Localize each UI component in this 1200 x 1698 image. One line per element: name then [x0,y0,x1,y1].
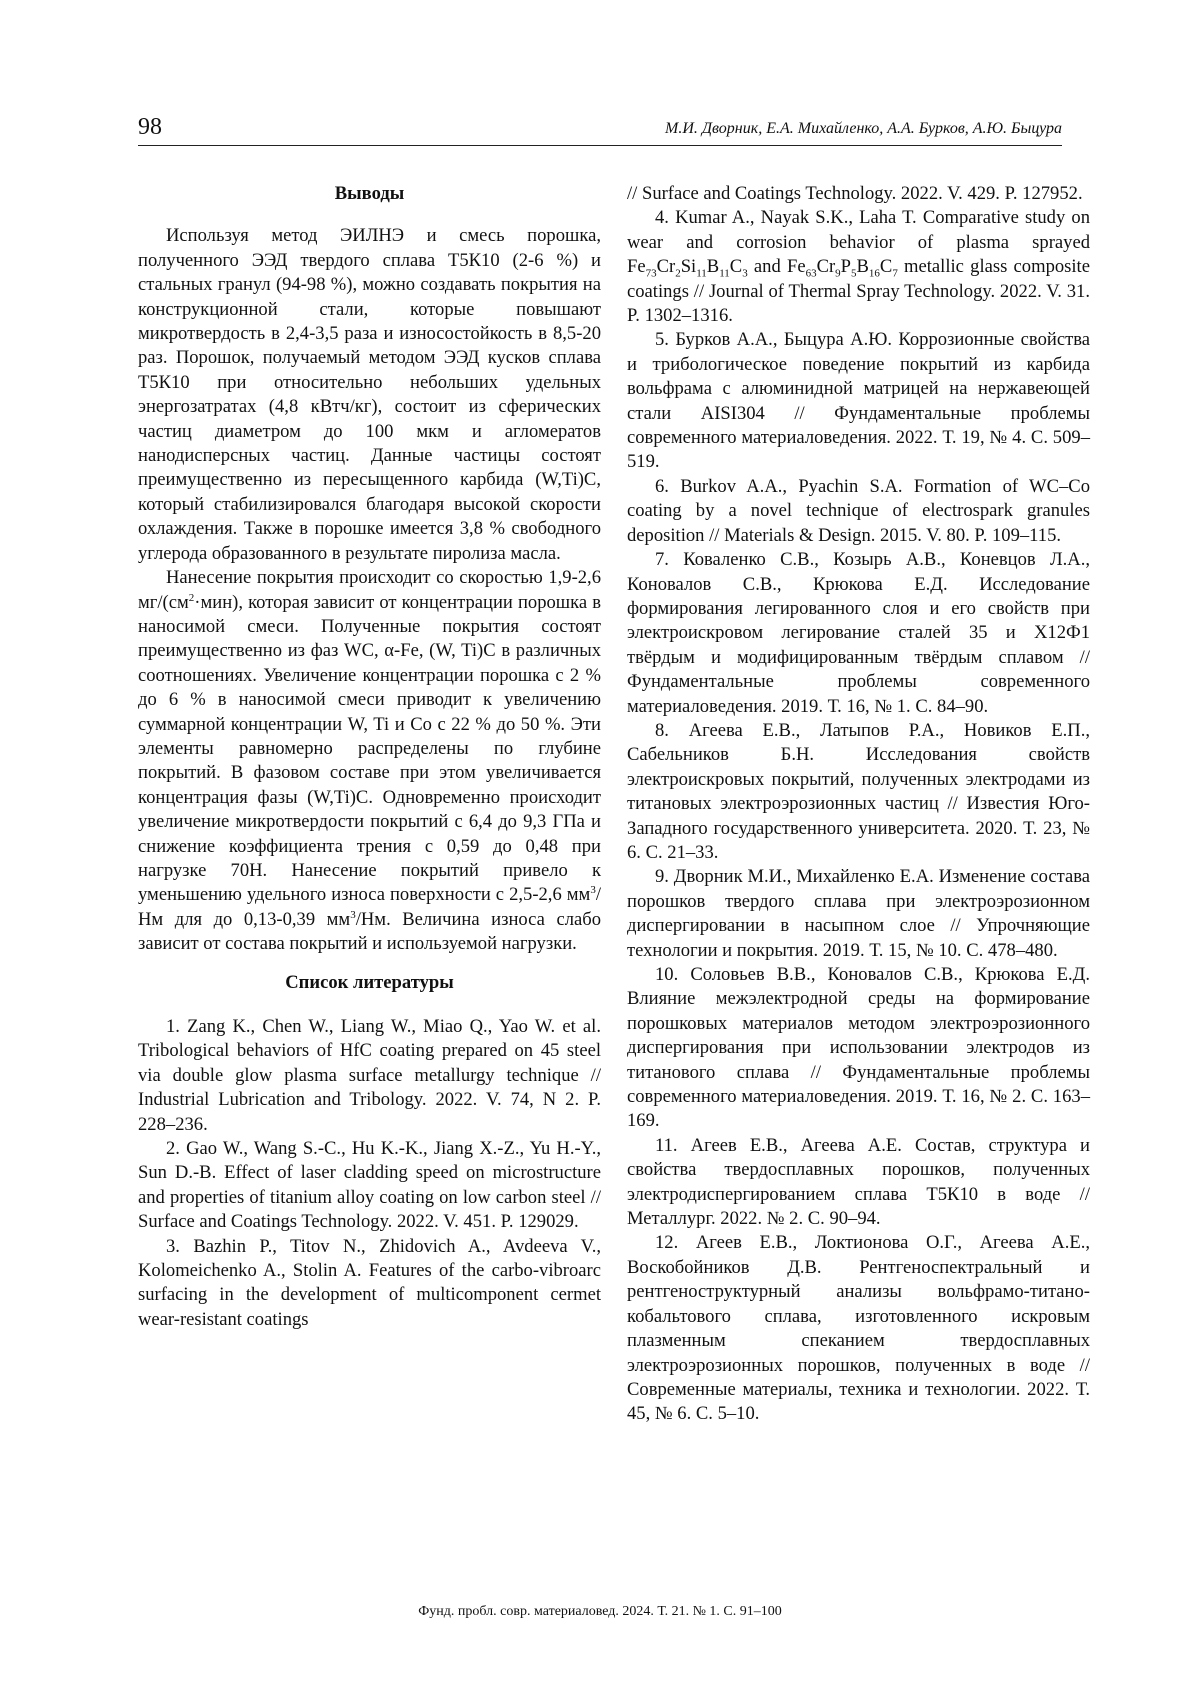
reference-2: 2. Gao W., Wang S.-C., Hu K.-K., Jiang X.-Z., Yu H.-Y., Sun D.-B. Effect of laser cladding speed on microstructure and properties of titanium alloy coating on low carbon steel // Surface and Coatings Technology. 2022. V. 451. P. 129029. [138,1138,601,1233]
reference-6: 6. Burkov A.A., Pyachin S.A. Formation of WC–Co coating by a novel technique of electrospark granules deposition // Materials & Design. 2015. V. 80. P. 109–115. [627,475,1090,546]
reference-12: 12. Агеев Е.В., Локтионова О.Г., Агеева А.Е., Воскобойников Д.В. Рентгеноспектральный и рентгеноструктурный анализы вольфрамо-титано-кобальтового сплава, изготовленного искровым плазменным спеканием твердосплавных электроэрозионных порошков, полученных в воде // Современные материалы, техника и технологии. 2022. Т. 45, № 6. С. 5–10. [627,1232,1090,1425]
left-column [138,182,601,1332]
reference-8: 8. Агеева Е.В., Латыпов Р.А., Новиков Е.П., Сабельников Б.Н. Исследования свойств электроискровых покрытий, полученных электродами из титановых электроэрозионных частиц // Известия Юго-Западного государственного университета. 2020. Т. 23, № 6. С. 21–33. [627,719,1090,863]
conclusions-paragraph-1: Используя метод ЭИЛНЭ и смесь порошка, полученного ЭЭД твердого сплава Т5К10 (2-6 %) и стальных гранул (94-98 %), можно создавать покрытия на конструкционной стали, которые повышают микротвердость в 2,4-3,5 раза и износостойкость в 8,5-20 раз. Порошок, получаемый методом ЭЭД кусков сплава Т5К10 при относительно небольших удельных энергозатратах (4,8 кВтч/кг), состоит из сферических частиц диаметром до 100 мкм и агломератов нанодисперсных частиц. Данные частицы состоят преимущественно из пересыщенного карбида (W,Ti)C, который стабилизировался благодаря высокой скорости охлаждения. Также в порошке имеется 3,8 % свободного углерода образованного в результате пиролиза масла. [138,225,601,564]
reference-4: 4. Kumar A., Nayak S.K., Laha T. Comparative study on wear and corrosion behavior of plasma sprayed $Fe_{73}Cr_2Si_{11}B_{11}C_3$ and $Fe_{63}Cr_9P_5B_{16}C_7$ metallic glass composite coatings // Journal of Thermal Spray Technology. 2022. V. 31. P. 1302–1316. [627,207,1090,327]
reference-11: 11. Агеев Е.В., Агеева А.Е. Состав, структура и свойства твердосплавных порошков, полученных электродиспергированием сплава Т5К10 в воде // Металлург. 2022. № 2. С. 90–94. [627,1134,1090,1230]
page-number: 98 [138,114,162,140]
conclusions-paragraph-2: Нанесение покрытия происходит со скоростью 1,9-2,6 $мг/(см^2\cdot мин)$, которая зависит от концентрации порошка в наносимой смеси. Полученные покрытия состоят преимущественно из фаз WC, α-Fe, (W, Ti)C в различных соотношениях. Увеличение концентрации порошка с 2 % до 6 % в наносимой смеси приводит к увеличению суммарной концентрации W, Ti и Co с 22 % до 50 %. Эти элементы равномерно распределены по глубине покрытий. В фазовом составе при этом увеличивается концентрация фазы (W,Ti)C. Одновременно происходит увеличение микротвердости покрытий с 6,4 до 9,3 ГПа и снижение коэффициента трения с 0,59 до 0,48 при нагрузке 70Н. Нанесение покрытий привело к уменьшению удельного износа поверхности с 2,5-2,6 $мм^3/Нм$ для до 0,13-0,39 $мм^3/Нм$. Величина износа слабо зависит от состава покрытий и используемой нагрузки. [138,567,601,955]
reference-9: 9. Дворник М.И., Михайленко Е.А. Изменение состава порошков твердого сплава при электроэрозионном диспергировании в насыпном слое // Упрочняющие технологии и покрытия. 2019. Т. 15, № 10. С. 478–480. [627,866,1090,961]
reference-5: 5. Бурков А.А., Быцура А.Ю. Коррозионные свойства и трибологическое поведение покрытий из карбида вольфрама с алюминидной матрицей на нержавеющей стали AISI304 // Фундаментальные проблемы современного материаловедения. 2022. Т. 19, № 4. С. 509–519. [627,329,1090,473]
right-column [627,182,1090,1427]
reference-3: 3. Bazhin P., Titov N., Zhidovich A., Avdeeva V., Kolomeichenko A., Stolin A. Features of the carbo-vibroarc surfacing in the development of multicomponent cermet wear-resistant coatings [138,1235,601,1330]
journal-footer: Фунд. пробл. совр. материаловед. 2024. Т. 21. № 1. С. 91–100 [418,1604,782,1619]
page-header [138,112,1062,146]
references-heading: Список литературы [285,971,454,993]
running-head-authors: М.И. Дворник, Е.А. Михайленко, А.А. Бурков, А.Ю. Быцура [664,120,1062,137]
header-rule [138,145,1062,146]
conclusions-heading: Выводы [334,183,405,204]
reference-10: 10. Соловьев В.В., Коновалов С.В., Крюкова Е.Д. Влияние межэлектродной среды на формирование порошковых материалов методом электроэрозионного диспергирования при использовании электродов из титанового сплава // Фундаментальные проблемы современного материаловедения. 2019. Т. 16, № 2. С. 163–169. [627,964,1090,1132]
reference-3-continued: // Surface and Coatings Technology. 2022. V. 429. P. 127952. [627,183,1083,204]
reference-1: 1. Zang K., Chen W., Liang W., Miao Q., Yao W. et al. Tribological behaviors of HfC coating prepared on 45 steel via double glow plasma surface metallurgy technique // Industrial Lubrication and Tribology. 2022. V. 74, N 2. P. 228–236. [138,1016,601,1135]
reference-7: 7. Коваленко С.В., Козырь А.В., Коневцов Л.А., Коновалов С.В., Крюкова Е.Д. Исследование формирования легированного слоя и его свойств при электроискровом легирование сталей 35 и Х12Ф1 твёрдым и модифицированным твёрдым сплавом // Фундаментальные проблемы современного материаловедения. 2019. Т. 16, № 1. С. 84–90. [627,549,1090,717]
